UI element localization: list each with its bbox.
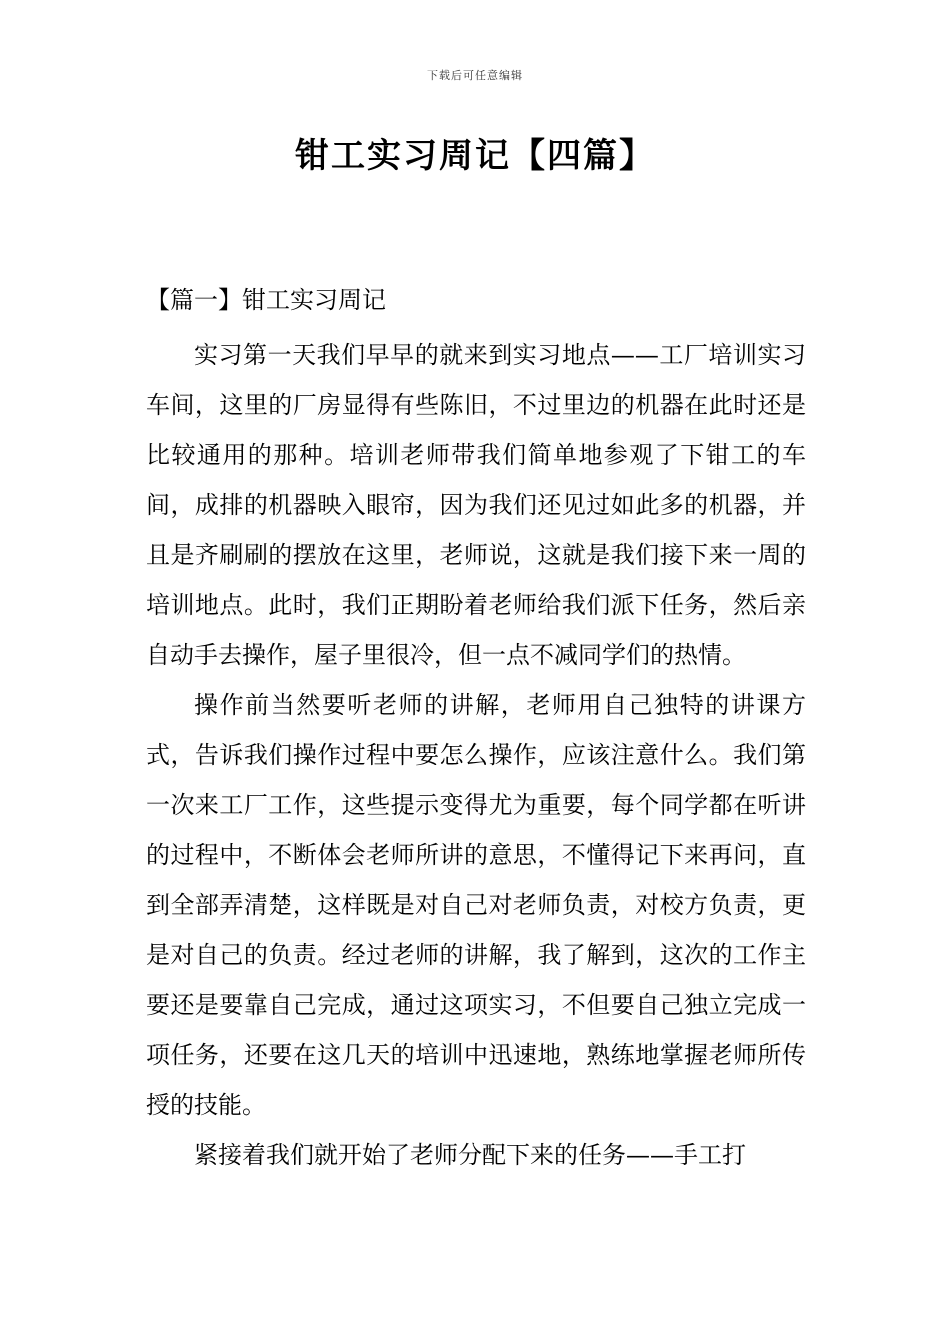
document-body <box>146 280 806 1180</box>
paragraph-2: 操作前当然要听老师的讲解，老师用自己独特的讲课方式，告诉我们操作过程中要怎么操作，应该注意什么。我们第一次来工厂工作，这些提示变得尤为重要，每个同学都在听讲的过程中，不断体会老师所讲的意思，不懂得记下来再问，直到全部弄清楚，这样既是对自己对老师负责，对校方负责，更是对自己的负责。经过老师的讲解，我了解到，这次的工作主要还是要靠自己完成，通过这项实习，不但要自己独立完成一项任务，还要在这几天的培训中迅速地，熟练地掌握老师所传授的技能。 <box>146 691 806 1119</box>
paragraph-3: 紧接着我们就开始了老师分配下来的任务——手工打 <box>194 1141 746 1169</box>
paragraph-1: 实习第一天我们早早的就来到实习地点——工厂培训实习车间，这里的厂房显得有些陈旧，不过里边的机器在此时还是比较通用的那种。培训老师带我们简单地参观了下钳工的车间，成排的机器映入眼帘，因为我们还见过如此多的机器，并且是齐刷刷的摆放在这里，老师说，这就是我们接下来一周的培训地点。此时，我们正期盼着老师给我们派下任务，然后亲自动手去操作，屋子里很冷，但一点不减同学们的热情。 <box>146 341 806 669</box>
header-note: 下载后可任意编辑 <box>427 69 523 82</box>
section-heading: 【篇一】钳工实习周记 <box>146 286 386 314</box>
document-title: 钳工实习周记【四篇】 <box>295 136 655 176</box>
